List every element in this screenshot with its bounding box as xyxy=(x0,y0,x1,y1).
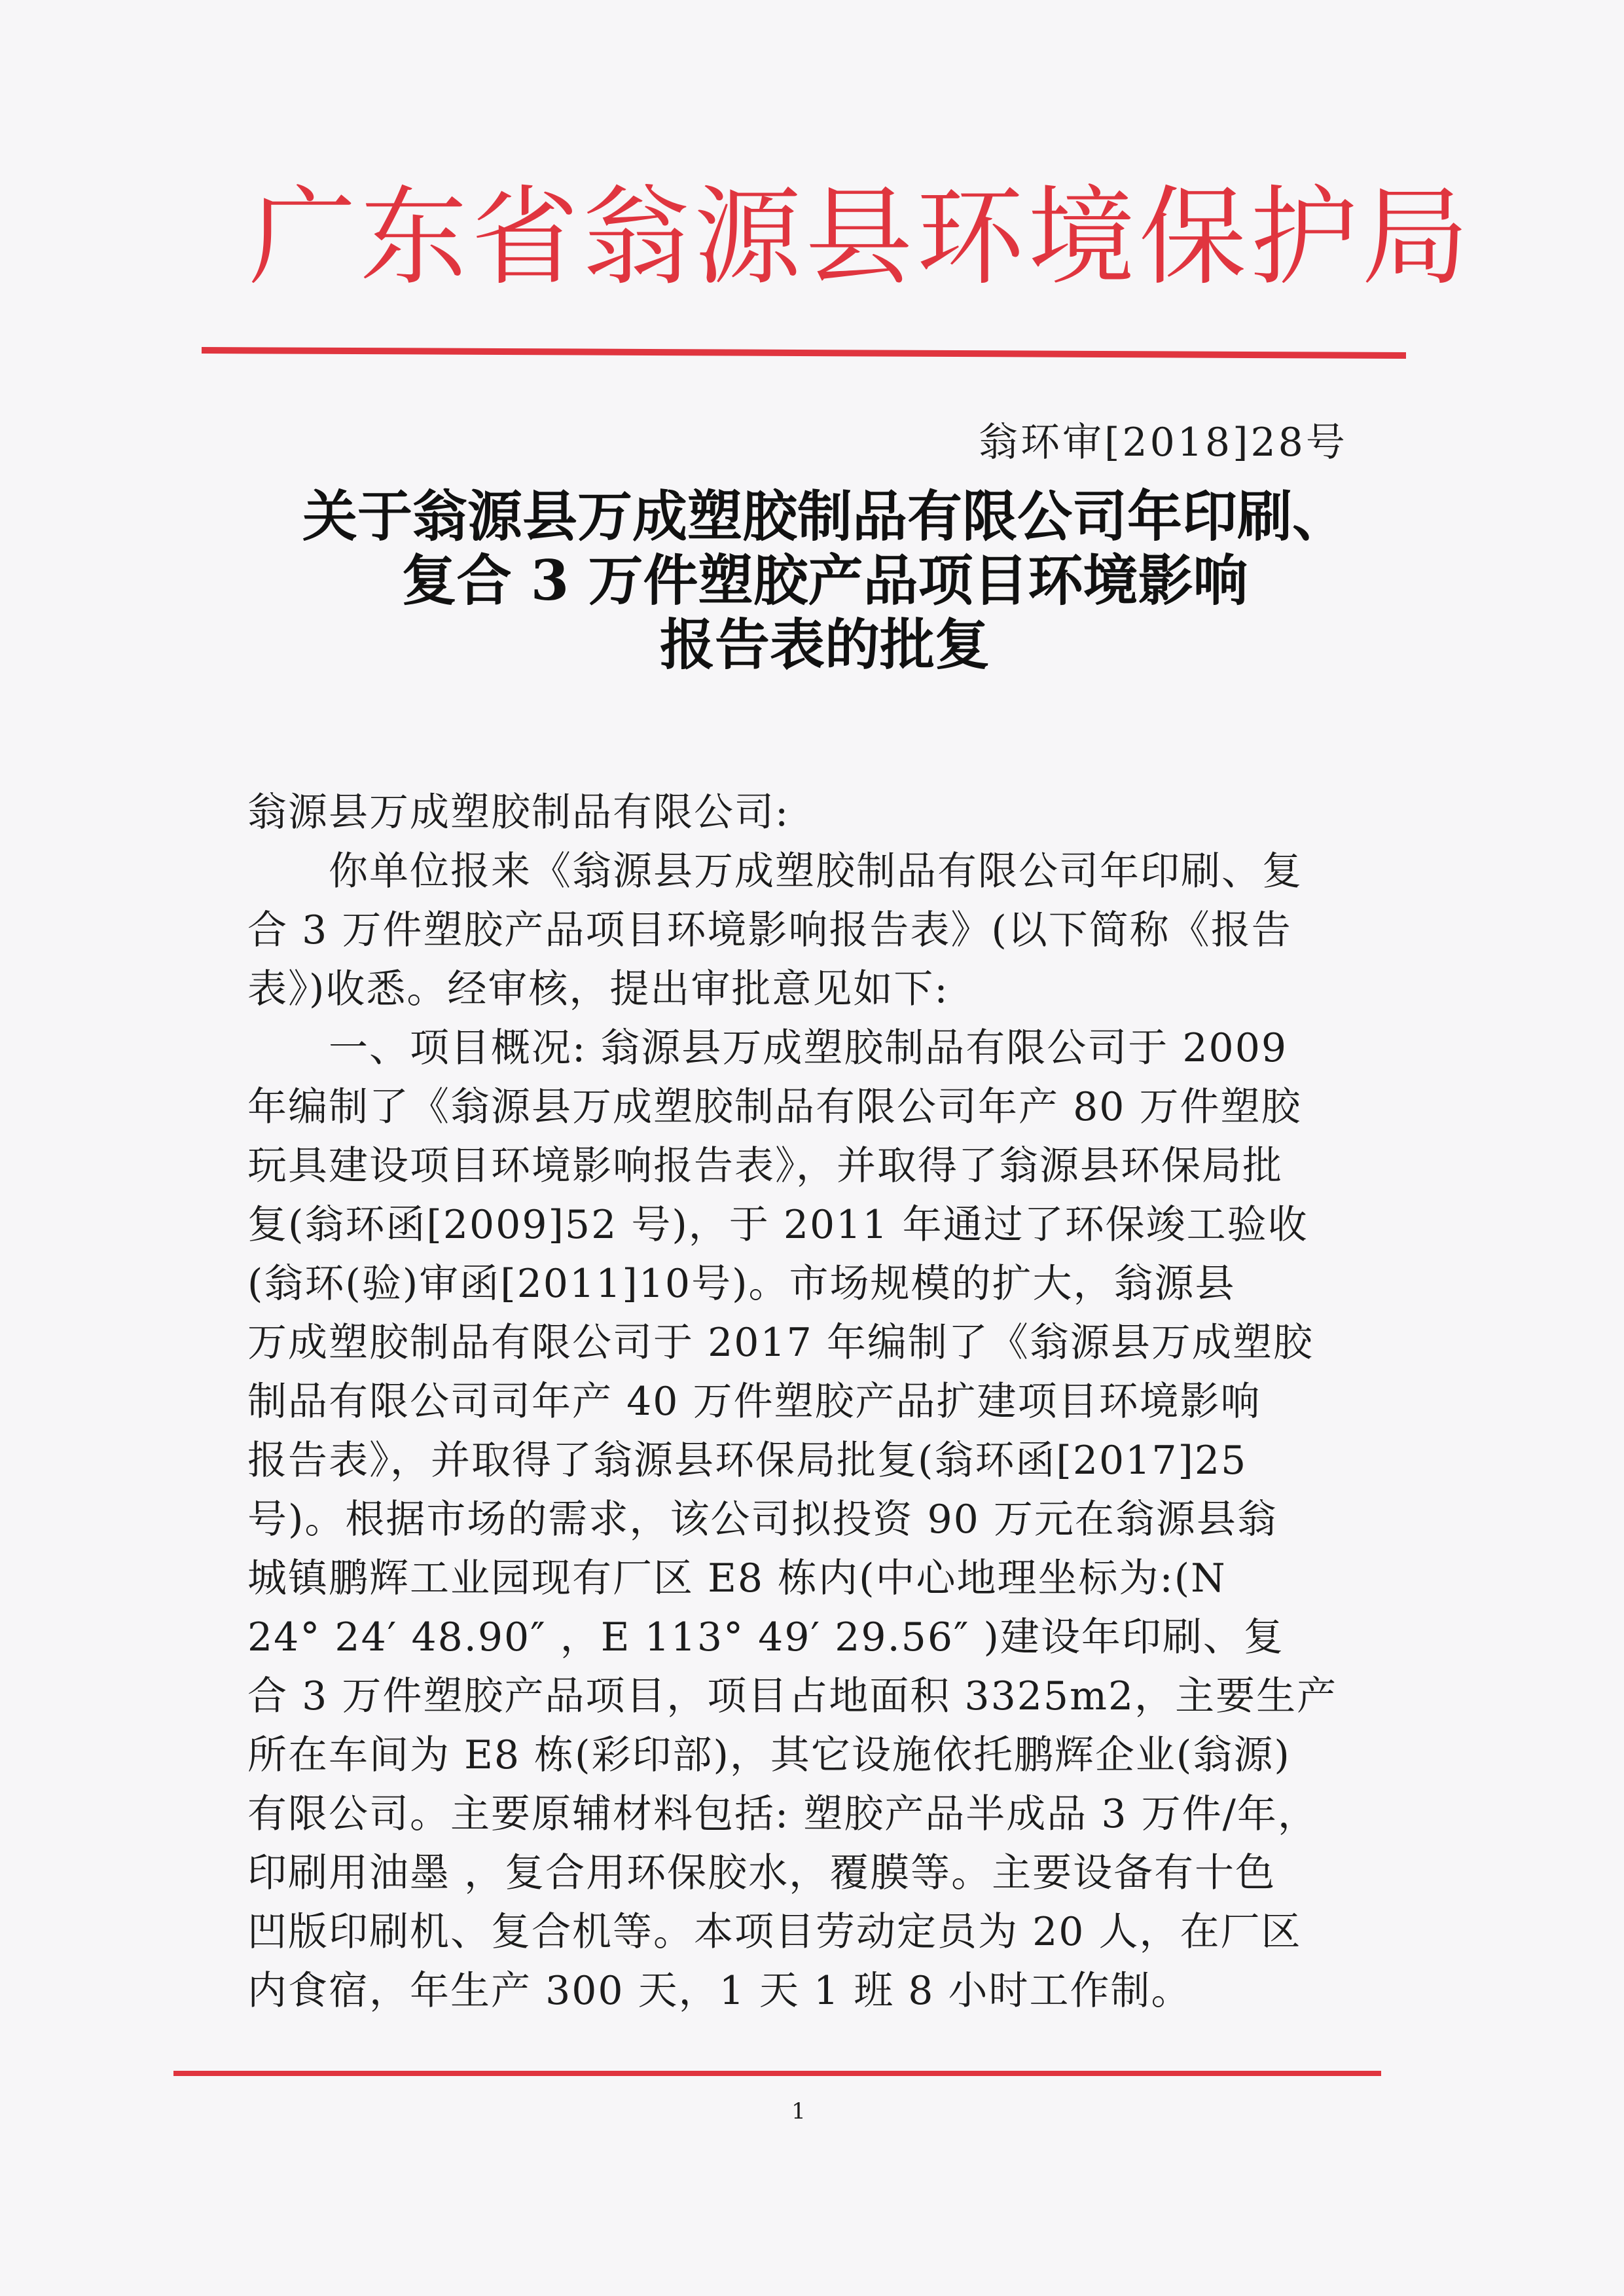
body-line: 有限公司。主要原辅材料包括: 塑胶产品半成品 3 万件/年， xyxy=(247,1791,1318,1837)
body-line: 印刷用油墨 ，复合用环保胶水，覆膜等。主要设备有十色 xyxy=(247,1850,1276,1896)
title-line: 报告表的批复 xyxy=(659,612,990,677)
body-line: 表》)收悉。经审核，提出审批意见如下: xyxy=(247,966,949,1012)
page-number: 1 xyxy=(791,2098,806,2124)
body-line: 复(翁环函[2009]52 号)，于 2011 年通过了环保竣工验收 xyxy=(247,1202,1308,1248)
body-line: 报告表》，并取得了翁源县环保局批复(翁环函[2017]25 xyxy=(247,1438,1248,1484)
body-line: 24° 24′ 48.90″ ，E 113° 49′ 29.56″ )建设年印刷、复 xyxy=(247,1614,1284,1660)
body-line: 年编制了《翁源县万成塑胶制品有限公司年产 80 万件塑胶 xyxy=(247,1084,1302,1130)
document-number: 翁环审[2018]28号 xyxy=(979,420,1348,465)
document-title xyxy=(249,484,1401,677)
body-line: 内食宿，年生产 300 天，1 天 1 班 8 小时工作制。 xyxy=(247,1968,1192,2014)
body-line: 玩具建设项目环境影响报告表》，并取得了翁源县环保局批 xyxy=(247,1143,1283,1189)
body-line: 合 3 万件塑胶产品项目，项目占地面积 3325m2，主要生产 xyxy=(247,1673,1338,1719)
body-line: 合 3 万件塑胶产品项目环境影响报告表》(以下简称《报告 xyxy=(247,907,1292,953)
body-line: 所在车间为 E8 栋(彩印部)，其它设施依托鹏辉企业(翁源) xyxy=(247,1732,1291,1778)
body-line: (翁环(验)审函[2011]10号)。市场规模的扩大，翁源县 xyxy=(247,1261,1236,1307)
body-line: 你单位报来《翁源县万成塑胶制品有限公司年印刷、复 xyxy=(247,848,1303,894)
body-line: 城镇鹏辉工业园现有厂区 E8 栋内(中心地理坐标为:(N xyxy=(247,1556,1227,1601)
body-line: 一、项目概况: 翁源县万成塑胶制品有限公司于 2009 xyxy=(247,1025,1288,1071)
header-red-rule xyxy=(202,347,1406,359)
addressee: 翁源县万成塑胶制品有限公司: xyxy=(247,790,790,835)
footer-red-rule xyxy=(173,2071,1381,2076)
body-line: 号)。根据市场的需求，该公司拟投资 90 万元在翁源县翁 xyxy=(247,1497,1278,1542)
title-line: 关于翁源县万成塑胶制品有限公司年印刷、 xyxy=(302,484,1347,549)
agency-header: 广东省翁源县环境保护局 xyxy=(249,175,1473,300)
body-line: 凹版印刷机、复合机等。本项目劳动定员为 20 人，在厂区 xyxy=(247,1909,1302,1955)
body-line: 制品有限公司司年产 40 万件塑胶产品扩建项目环境影响 xyxy=(247,1379,1261,1425)
body-line: 万成塑胶制品有限公司于 2017 年编制了《翁源县万成塑胶 xyxy=(247,1320,1314,1366)
title-line: 复合 3 万件塑胶产品项目环境影响 xyxy=(401,548,1248,613)
document-body xyxy=(247,783,1373,2020)
